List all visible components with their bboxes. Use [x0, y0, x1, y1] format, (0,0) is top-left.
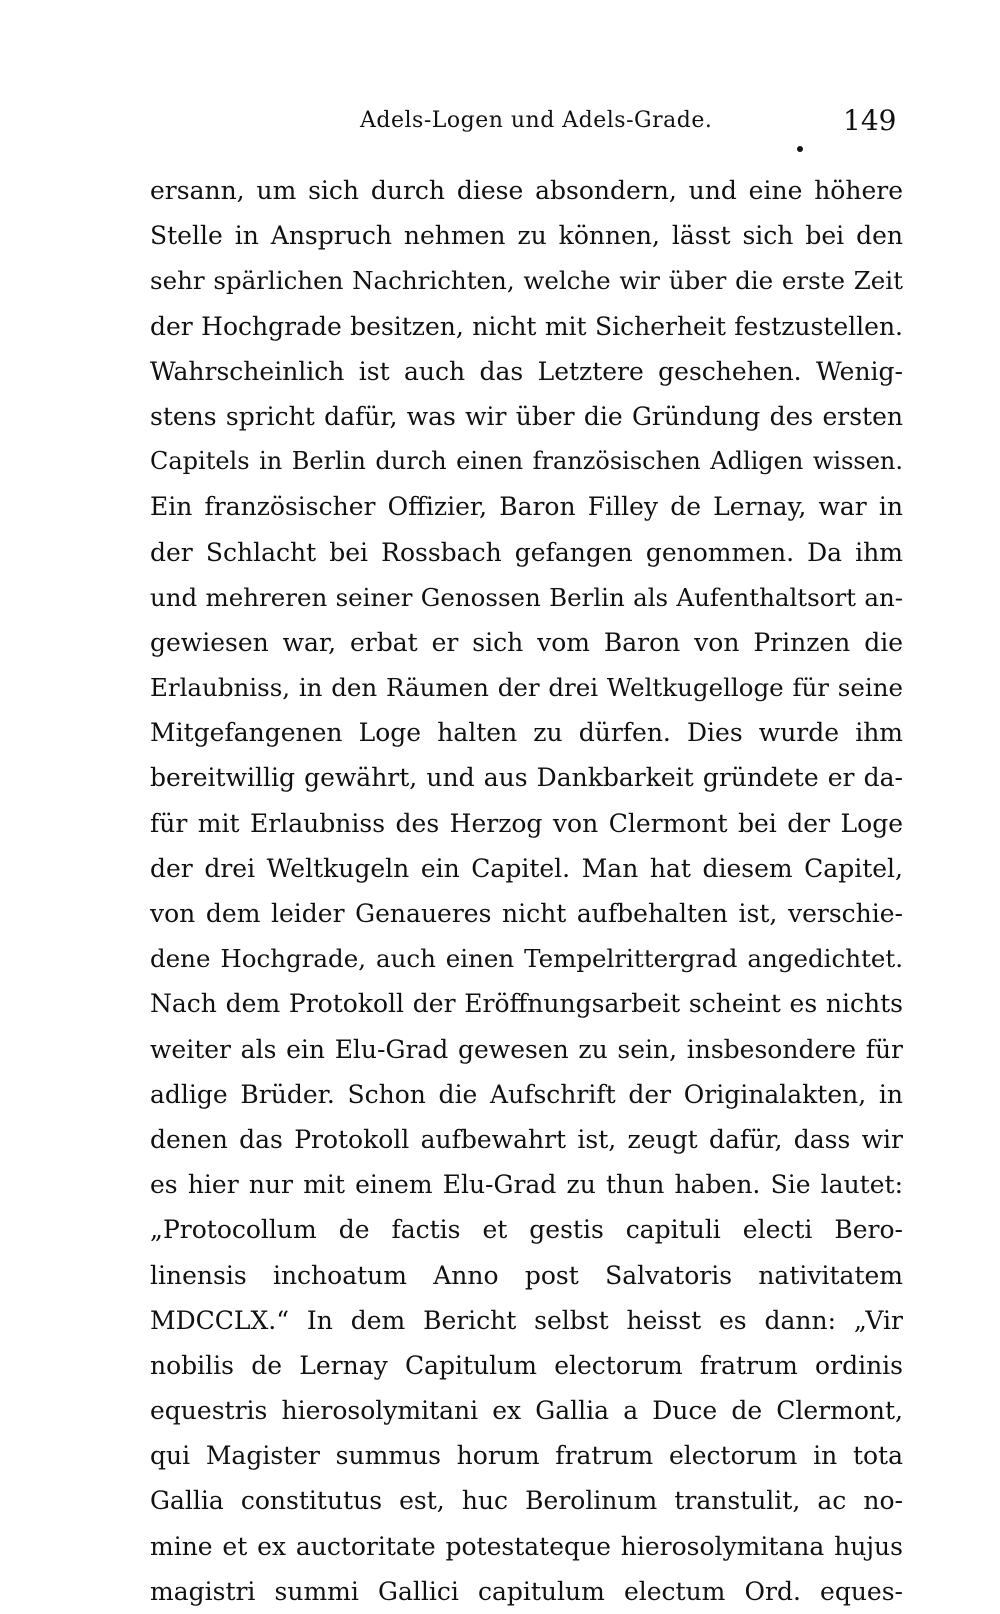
text-line: MDCCLX.“ In dem Bericht selbst heisst es dann: „Vir — [150, 1305, 903, 1335]
text-line: dene Hochgrade, auch einen Tempelrittergrad angedichtet. — [150, 944, 903, 974]
text-line: denen das Protokoll aufbewahrt ist, zeugt dafür, dass wir — [150, 1124, 903, 1154]
text-line: der Hochgrade besitzen, nicht mit Sicherheit festzustellen. — [150, 311, 903, 341]
text-line: sehr spärlichen Nachrichten, welche wir über die erste Zeit — [150, 266, 903, 296]
print-speck — [797, 146, 803, 152]
text-line: der Schlacht bei Rossbach gefangen genommen. Da ihm — [150, 537, 903, 567]
text-line: bereitwillig gewährt, und aus Dankbarkeit gründete er da- — [150, 763, 903, 793]
text-line: Stelle in Anspruch nehmen zu können, lässt sich bei den — [150, 221, 903, 251]
text-line: linensis inchoatum Anno post Salvatoris nativitatem — [150, 1260, 903, 1290]
text-line: Mitgefangenen Loge halten zu dürfen. Dies wurde ihm — [150, 718, 903, 748]
text-line: Nach dem Protokoll der Eröffnungsarbeit scheint es nichts — [150, 989, 903, 1019]
text-line: weiter als ein Elu-Grad gewesen zu sein, insbesondere für — [150, 1034, 903, 1064]
text-line: „Protocollum de factis et gestis capituli electi Bero- — [150, 1215, 903, 1245]
text-line: equestris hierosolymitani ex Gallia a Duce de Clermont, — [150, 1396, 903, 1426]
text-line: adlige Brüder. Schon die Aufschrift der Originalakten, in — [150, 1079, 903, 1109]
text-line: mine et ex auctoritate potestateque hierosolymitana hujus — [150, 1531, 903, 1561]
page-number: 149 — [843, 104, 897, 137]
text-line: magistri summi Gallici capitulum electum Ord. eques- — [150, 1576, 903, 1606]
text-line: Ein französischer Offizier, Baron Filley de Lernay, war in — [150, 492, 903, 522]
text-line: Capitels in Berlin durch einen französischen Adligen wissen. — [150, 447, 903, 476]
text-line: Erlaubniss, in den Räumen der drei Weltkugelloge für seine — [150, 673, 903, 703]
body-text — [150, 168, 903, 1614]
text-line: qui Magister summus horum fratrum electorum in tota — [150, 1441, 903, 1471]
text-line: der drei Weltkugeln ein Capitel. Man hat diesem Capitel, — [150, 853, 903, 883]
running-title: Adels-Logen und Adels-Grade. — [360, 108, 713, 133]
text-line: es hier nur mit einem Elu-Grad zu thun haben. Sie lautet: — [150, 1170, 903, 1200]
text-line: nobilis de Lernay Capitulum electorum fratrum ordinis — [150, 1350, 903, 1380]
text-line: und mehreren seiner Genossen Berlin als Aufenthaltsort an- — [150, 582, 903, 612]
text-line: gewiesen war, erbat er sich vom Baron von Prinzen die — [150, 627, 903, 657]
text-line: Gallia constitutus est, huc Berolinum transtulit, ac no- — [150, 1486, 903, 1516]
text-line: ersann, um sich durch diese absondern, und eine höhere — [150, 176, 903, 205]
text-line: Wahrscheinlich ist auch das Letztere geschehen. Wenig- — [150, 356, 903, 386]
text-line: für mit Erlaubniss des Herzog von Clermont bei der Loge — [150, 808, 903, 838]
text-line: stens spricht dafür, was wir über die Gründung des ersten — [150, 401, 903, 431]
text-line: von dem leider Genaueres nicht aufbehalten ist, verschie- — [150, 899, 903, 928]
